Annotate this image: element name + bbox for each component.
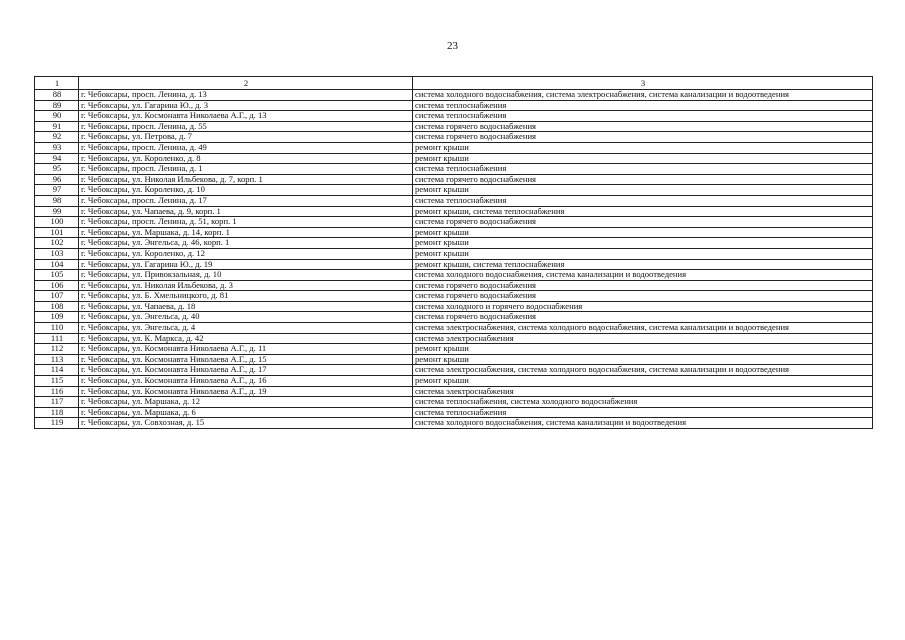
works-cell: система электроснабжения, система холодного водоснабжения, система канализации и водоотведения bbox=[413, 323, 873, 334]
table-row bbox=[35, 386, 873, 397]
row-number: 108 bbox=[35, 301, 79, 312]
works-cell: система электроснабжения bbox=[413, 386, 873, 397]
row-number: 110 bbox=[35, 323, 79, 334]
works-cell: ремонт крыши bbox=[413, 376, 873, 387]
table-row bbox=[35, 323, 873, 334]
works-cell: система холодного водоснабжения, система канализации и водоотведения bbox=[413, 270, 873, 281]
works-cell: система электроснабжения, система холодного водоснабжения, система канализации и водоотведения bbox=[413, 365, 873, 376]
table-row bbox=[35, 259, 873, 270]
row-number: 100 bbox=[35, 217, 79, 228]
works-cell: система электроснабжения bbox=[413, 333, 873, 344]
works-cell: ремонт крыши bbox=[413, 185, 873, 196]
row-number: 93 bbox=[35, 142, 79, 153]
row-number: 95 bbox=[35, 164, 79, 175]
table-row bbox=[35, 185, 873, 196]
table-row bbox=[35, 354, 873, 365]
table-row bbox=[35, 365, 873, 376]
works-cell: система горячего водоснабжения bbox=[413, 280, 873, 291]
address-cell: г. Чебоксары, ул. Энгельса, д. 4 bbox=[79, 323, 413, 334]
address-cell: г. Чебоксары, ул. Короленко, д. 12 bbox=[79, 248, 413, 259]
works-cell: система теплоснабжения bbox=[413, 195, 873, 206]
address-cell: г. Чебоксары, просп. Ленина, д. 49 bbox=[79, 142, 413, 153]
table-row bbox=[35, 344, 873, 355]
table-row bbox=[35, 142, 873, 153]
works-cell: система горячего водоснабжения bbox=[413, 312, 873, 323]
row-number: 89 bbox=[35, 100, 79, 111]
row-number: 94 bbox=[35, 153, 79, 164]
header-col-3: 3 bbox=[413, 77, 873, 90]
works-cell: ремонт крыши, система теплоснабжения bbox=[413, 206, 873, 217]
address-cell: г. Чебоксары, просп. Ленина, д. 51, корп. 1 bbox=[79, 217, 413, 228]
row-number: 90 bbox=[35, 111, 79, 122]
address-cell: г. Чебоксары, ул. Космонавта Николаева А.Г., д. 16 bbox=[79, 376, 413, 387]
table-row bbox=[35, 111, 873, 122]
row-number: 119 bbox=[35, 418, 79, 429]
table-row bbox=[35, 407, 873, 418]
row-number: 98 bbox=[35, 195, 79, 206]
works-cell: система холодного водоснабжения, система канализации и водоотведения bbox=[413, 418, 873, 429]
works-cell: ремонт крыши bbox=[413, 238, 873, 249]
works-cell: ремонт крыши bbox=[413, 344, 873, 355]
page-number: 23 bbox=[447, 40, 458, 52]
works-cell: система теплоснабжения bbox=[413, 111, 873, 122]
address-cell: г. Чебоксары, ул. Совхозная, д. 15 bbox=[79, 418, 413, 429]
table-row bbox=[35, 418, 873, 429]
works-cell: система горячего водоснабжения bbox=[413, 291, 873, 302]
table-row bbox=[35, 301, 873, 312]
address-cell: г. Чебоксары, просп. Ленина, д. 55 bbox=[79, 121, 413, 132]
address-cell: г. Чебоксары, ул. Космонавта Николаева А.Г., д. 11 bbox=[79, 344, 413, 355]
address-cell: г. Чебоксары, ул. Николая Ильбекова, д. 7, корп. 1 bbox=[79, 174, 413, 185]
table-row bbox=[35, 217, 873, 228]
address-cell: г. Чебоксары, ул. Чапаева, д. 9, корп. 1 bbox=[79, 206, 413, 217]
row-number: 118 bbox=[35, 407, 79, 418]
address-cell: г. Чебоксары, ул. Космонавта Николаева А.Г., д. 19 bbox=[79, 386, 413, 397]
row-number: 92 bbox=[35, 132, 79, 143]
row-number: 114 bbox=[35, 365, 79, 376]
address-cell: г. Чебоксары, ул. Маршака, д. 14, корп. 1 bbox=[79, 227, 413, 238]
table-row bbox=[35, 132, 873, 143]
address-cell: г. Чебоксары, ул. К. Маркса, д. 42 bbox=[79, 333, 413, 344]
row-number: 107 bbox=[35, 291, 79, 302]
address-cell: г. Чебоксары, просп. Ленина, д. 17 bbox=[79, 195, 413, 206]
table-row bbox=[35, 270, 873, 281]
works-cell: ремонт крыши bbox=[413, 227, 873, 238]
repair-registry-table bbox=[34, 76, 873, 429]
table-row bbox=[35, 291, 873, 302]
works-cell: система горячего водоснабжения bbox=[413, 217, 873, 228]
address-cell: г. Чебоксары, ул. Космонавта Николаева А.Г., д. 17 bbox=[79, 365, 413, 376]
works-cell: система горячего водоснабжения bbox=[413, 174, 873, 185]
row-number: 105 bbox=[35, 270, 79, 281]
row-number: 117 bbox=[35, 397, 79, 408]
address-cell: г. Чебоксары, ул. Маршака, д. 6 bbox=[79, 407, 413, 418]
header-col-2: 2 bbox=[79, 77, 413, 90]
table-row bbox=[35, 397, 873, 408]
row-number: 102 bbox=[35, 238, 79, 249]
works-cell: ремонт крыши bbox=[413, 142, 873, 153]
table-row bbox=[35, 90, 873, 101]
address-cell: г. Чебоксары, ул. Б. Хмельницкого, д. 81 bbox=[79, 291, 413, 302]
table-row bbox=[35, 376, 873, 387]
works-cell: ремонт крыши bbox=[413, 248, 873, 259]
works-cell: система горячего водоснабжения bbox=[413, 121, 873, 132]
address-cell: г. Чебоксары, ул. Космонавта Николаева А.Г., д. 13 bbox=[79, 111, 413, 122]
table-row bbox=[35, 238, 873, 249]
address-cell: г. Чебоксары, ул. Гагарина Ю., д. 19 bbox=[79, 259, 413, 270]
table-row bbox=[35, 174, 873, 185]
row-number: 96 bbox=[35, 174, 79, 185]
address-cell: г. Чебоксары, ул. Энгельса, д. 46, корп. 1 bbox=[79, 238, 413, 249]
table-row bbox=[35, 153, 873, 164]
works-cell: система холодного и горячего водоснабжения bbox=[413, 301, 873, 312]
works-cell: система теплоснабжения, система холодного водоснабжения bbox=[413, 397, 873, 408]
address-cell: г. Чебоксары, ул. Маршака, д. 12 bbox=[79, 397, 413, 408]
table-row bbox=[35, 100, 873, 111]
table-row bbox=[35, 195, 873, 206]
address-cell: г. Чебоксары, ул. Петрова, д. 7 bbox=[79, 132, 413, 143]
row-number: 115 bbox=[35, 376, 79, 387]
row-number: 113 bbox=[35, 354, 79, 365]
row-number: 104 bbox=[35, 259, 79, 270]
table-header-row bbox=[35, 77, 873, 90]
address-cell: г. Чебоксары, просп. Ленина, д. 1 bbox=[79, 164, 413, 175]
row-number: 99 bbox=[35, 206, 79, 217]
address-cell: г. Чебоксары, ул. Короленко, д. 8 bbox=[79, 153, 413, 164]
table-row bbox=[35, 206, 873, 217]
address-cell: г. Чебоксары, ул. Гагарина Ю., д. 3 bbox=[79, 100, 413, 111]
row-number: 101 bbox=[35, 227, 79, 238]
works-cell: система теплоснабжения bbox=[413, 407, 873, 418]
row-number: 103 bbox=[35, 248, 79, 259]
address-cell: г. Чебоксары, просп. Ленина, д. 13 bbox=[79, 90, 413, 101]
address-cell: г. Чебоксары, ул. Энгельса, д. 40 bbox=[79, 312, 413, 323]
address-cell: г. Чебоксары, ул. Короленко, д. 10 bbox=[79, 185, 413, 196]
address-cell: г. Чебоксары, ул. Привокзальная, д. 10 bbox=[79, 270, 413, 281]
address-cell: г. Чебоксары, ул. Чапаева, д. 18 bbox=[79, 301, 413, 312]
table-row bbox=[35, 312, 873, 323]
row-number: 91 bbox=[35, 121, 79, 132]
table-row bbox=[35, 227, 873, 238]
row-number: 111 bbox=[35, 333, 79, 344]
header-col-1: 1 bbox=[35, 77, 79, 90]
works-cell: ремонт крыши bbox=[413, 153, 873, 164]
row-number: 109 bbox=[35, 312, 79, 323]
table-row bbox=[35, 121, 873, 132]
table-row bbox=[35, 333, 873, 344]
row-number: 106 bbox=[35, 280, 79, 291]
row-number: 112 bbox=[35, 344, 79, 355]
works-cell: ремонт крыши, система теплоснабжения bbox=[413, 259, 873, 270]
works-cell: ремонт крыши bbox=[413, 354, 873, 365]
works-cell: система теплоснабжения bbox=[413, 164, 873, 175]
works-cell: система холодного водоснабжения, система электроснабжения, система канализации и водоотведения bbox=[413, 90, 873, 101]
row-number: 97 bbox=[35, 185, 79, 196]
row-number: 88 bbox=[35, 90, 79, 101]
works-cell: система теплоснабжения bbox=[413, 100, 873, 111]
works-cell: система горячего водоснабжения bbox=[413, 132, 873, 143]
address-cell: г. Чебоксары, ул. Космонавта Николаева А.Г., д. 15 bbox=[79, 354, 413, 365]
address-cell: г. Чебоксары, ул. Николая Ильбекова, д. 3 bbox=[79, 280, 413, 291]
table-row bbox=[35, 248, 873, 259]
table-row bbox=[35, 164, 873, 175]
table-row bbox=[35, 280, 873, 291]
row-number: 116 bbox=[35, 386, 79, 397]
